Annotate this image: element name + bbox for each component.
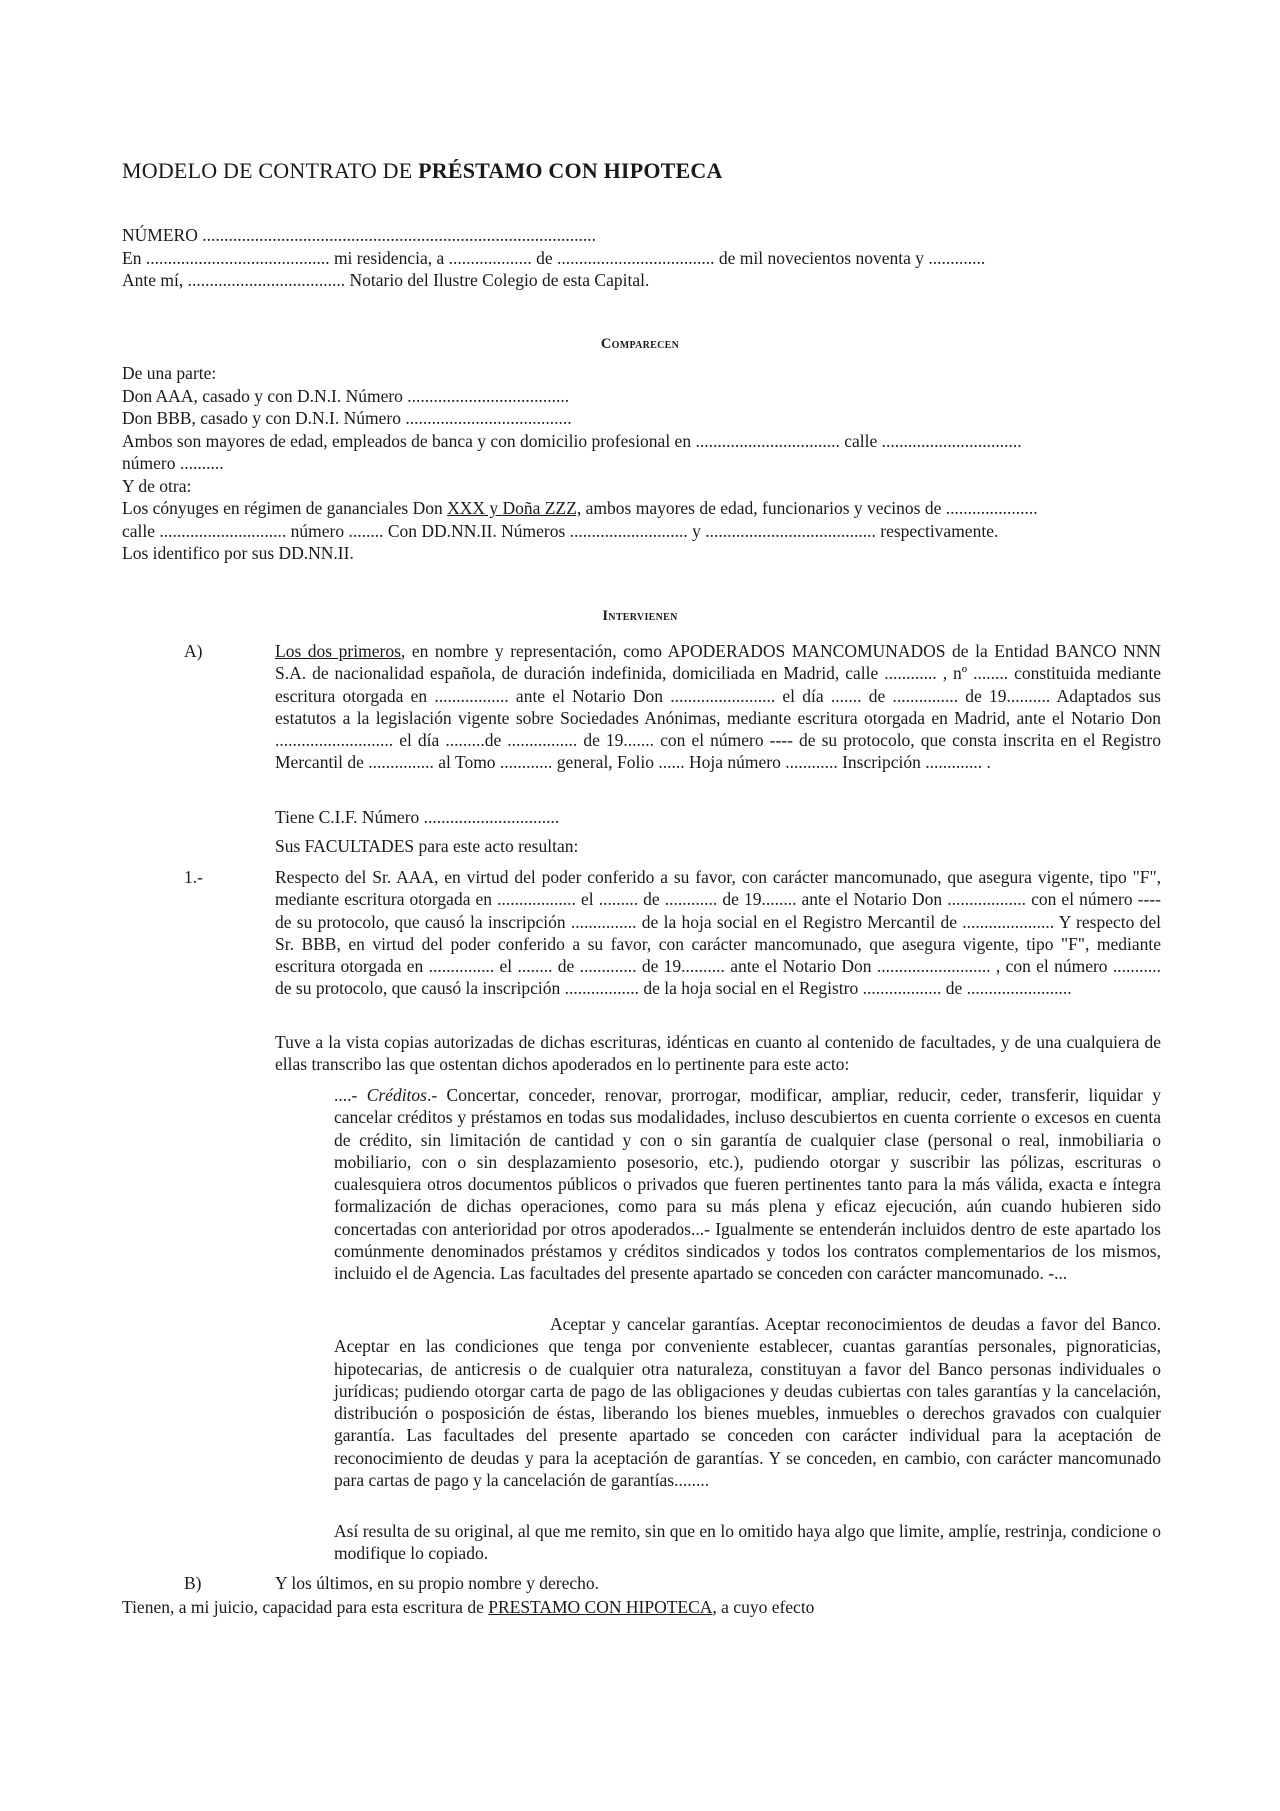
garantias-paragraph: Aceptar y cancelar garantías. Aceptar reconocimientos de deudas a favor del Banco. Aceptar en las condiciones que tenga por conveniente establecer, cuantas garantías personales, pignoraticias, hipotecarias, de anticresis o de cualquier otra naturaleza, constituyan a favor del Banco personas individuales o jurídicas; pudiendo otorgar carta de pago de las obligaciones y deudas cubiertas con tales garantías y la cancelación, distribución o posposición de éstas, liberando los bienes muebles, inmuebles o derechos gravados con cualquier garantía. Las facultades del presente apartado se conceden con carácter individual para la aceptación de reconocimiento de deudas y para la aceptación de garantías. Y se conceden, en cambio, con carácter mancomunado para cartas de pago y la cancelación de garantías........	[334, 1314, 1161, 1491]
tuve-paragraph: Tuve a la vista copias autorizadas de dichas escrituras, idénticas en cuanto al contenido de facultades, y de una cualquiera de ellas transcribo las que ostentan dichos apoderados en lo pertinente para este acto:	[275, 1032, 1161, 1075]
comparecen-line: calle ............................. número ........ Con DD.NN.II. Números ........................... y ....................................... respectivamente.	[122, 520, 999, 541]
xxx-name: XXX	[447, 498, 486, 518]
intervienen-heading: Intervienen	[602, 608, 678, 624]
title-bold: PRÉSTAMO CON HIPOTECA	[418, 158, 723, 183]
creditos-term: Créditos	[366, 1085, 427, 1105]
comparecen-line: Los identifico por sus DD.NN.II.	[122, 543, 354, 563]
prestamo-hipoteca-ref: PRESTAMO CON HIPOTECA	[488, 1597, 713, 1617]
cif-line: Tiene C.I.F. Número ...............................	[275, 807, 560, 827]
comparecen-line: Don BBB, casado y con D.N.I. Número ......................................	[122, 408, 572, 428]
comparecen-line: Ambos son mayores de edad, empleados de banca y con domicilio profesional en ................................. calle ................................	[122, 430, 1022, 451]
comparecen-line: número ..........	[122, 453, 224, 473]
creditos-paragraph: ....- Créditos.- Concertar, conceder, renovar, prorrogar, modificar, ampliar, reducir, ceder, transferir, liquidar y cancelar créditos y préstamos en todas sus modalidades, incluso descubiertos en cuenta corriente o excesos en cuenta de crédito, sin limitación de cantidad y con o sin garantía de cualquier clase (personal o real, inmobiliaria o mobiliario, con o sin desplazamiento posesorio, etc.), pudiendo otorgar y suscribir las pólizas, escrituras o cualesquiera otros documentos públicos o privados que fueren pertinentes tanto para la más válida, exacta e íntegra formalización de dichas operaciones, como para su más plena y eficaz ejecución, aún cuando hubieren sido concertadas con anterioridad por otros apoderados...- Igualmente se entenderán incluidos dentro de este apartado los comúnmente denominados préstamos y créditos sindicados y todos los contratos complementarios de los mismos, incluido el de Agencia. Las facultades del presente apartado se conceden con carácter mancomunado. -...	[334, 1085, 1161, 1284]
numero-line: NÚMERO ..........................................................................................	[122, 225, 596, 245]
section-b-text: Y los últimos, en su propio nombre y derecho.	[275, 1573, 600, 1593]
closing-line: Tienen, a mi juicio, capacidad para esta escritura de PRESTAMO CON HIPOTECA, a cuyo efecto	[122, 1597, 815, 1617]
facultades-line: Sus FACULTADES para este acto resultan:	[275, 836, 579, 856]
residencia-line: En .......................................... mi residencia, a ................... de .................................... de mil novecientos noventa y .............	[122, 247, 986, 268]
conyuges-line: Los cónyuges en régimen de gananciales Don XXX y Doña ZZZ, ambos mayores de edad, funcionarios y vecinos de .....................	[122, 498, 1038, 518]
section-b-label: B)	[184, 1573, 202, 1593]
document-title	[122, 158, 723, 184]
section-a-label: A)	[184, 641, 203, 661]
zzz-name: Doña ZZZ,	[502, 498, 582, 518]
comparecen-heading: Comparecen	[600, 336, 680, 352]
title-prefix: MODELO DE CONTRATO DE	[122, 158, 419, 183]
item-1-text: Respecto del Sr. AAA, en virtud del poder conferido a su favor, con carácter mancomunado, que asegura vigente, tipo "F", mediante escritura otorgada en .................. el ......... de ............ de 19........ ante el Notario Don .................. con el número ---- de su protocolo, que causó la inscripción ............... de la hoja social en el Registro Mercantil de ..................... Y respecto del Sr. BBB, en virtud del poder conferido a su favor, con carácter mancomunado, que asegura vigente, tipo "F", mediante escritura otorgada en ............... el ........ de ............. de 19.......... ante el Notario Don .......................... , con el número ........... de su protocolo, que causó la inscripción ................. de la hoja social en el Registro .................. de ........................	[275, 867, 1161, 999]
ante-mi-line: Ante mí, .................................... Notario del Ilustre Colegio de esta Capital.	[122, 270, 650, 290]
comparecen-line: De una parte:	[122, 363, 217, 383]
asi-paragraph: Así resulta de su original, al que me remito, sin que en lo omitido haya algo que limite, amplíe, restrinja, condicione o modifique lo copiado.	[334, 1521, 1161, 1564]
dos-primeros: Los dos primeros	[275, 641, 401, 661]
item-1-label: 1.-	[184, 867, 203, 887]
section-a-text: Los dos primeros, en nombre y representación, como APODERADOS MANCOMUNADOS de la Entidad BANCO NNN S.A. de nacionalidad española, de duración indefinida, domiciliada en Madrid, calle ............ , nº ........ constituida mediante escritura otorgada en ................. ante el Notario Don ........................ el día ....... de ............... de 19.......... Adaptados sus estatutos a la legislación vigente sobre Sociedades Anónimas, mediante escritura otorgada en Madrid, ante el Notario Don ........................... el día .........de ................ de 19....... con el número ---- de su protocolo, que consta inscrita en el Registro Mercantil de ............... al Tomo ............ general, Folio ...... Hoja número ............ Inscripción ............. .	[275, 641, 1161, 773]
comparecen-line: Don AAA, casado y con D.N.I. Número .....................................	[122, 385, 570, 406]
comparecen-line: Y de otra:	[122, 475, 192, 496]
